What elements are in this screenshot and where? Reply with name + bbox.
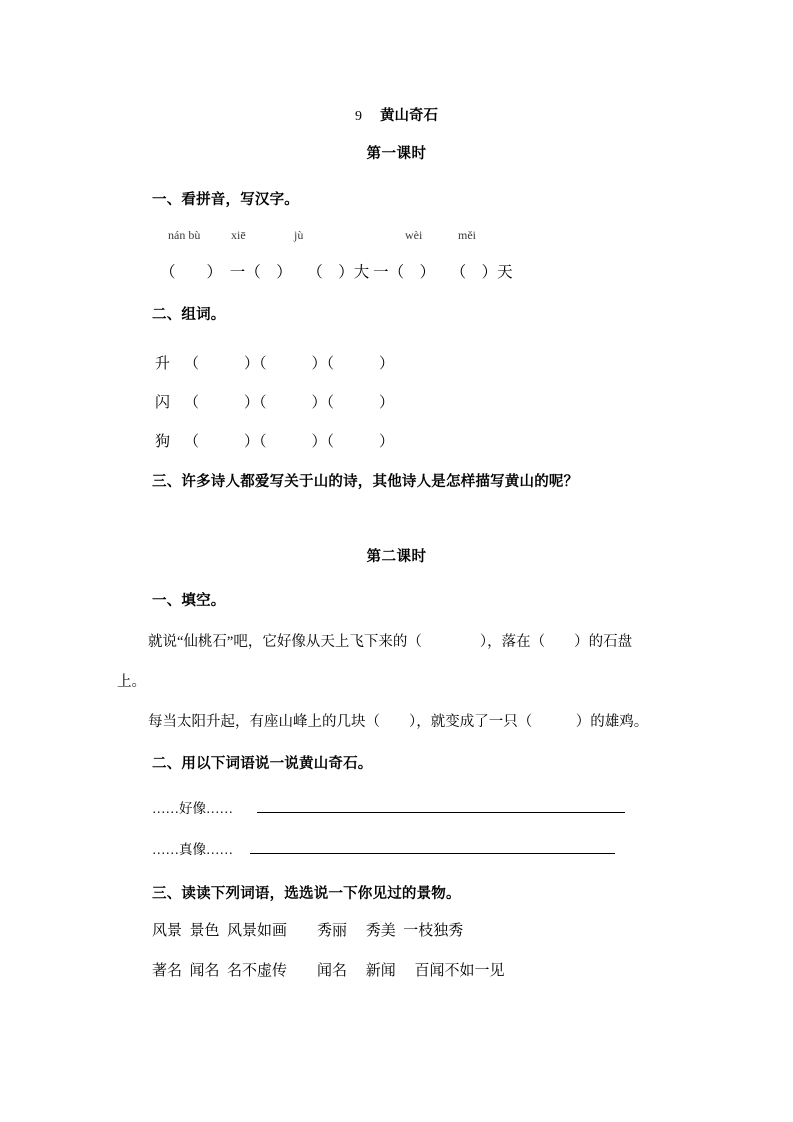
pinyin-cell-3: jù <box>294 228 304 242</box>
zuci-blanks[interactable]: （ ）（ ）（ ） <box>184 356 395 372</box>
pinyin-answer-row[interactable]: （ ） 一（ ） （ ）大 一（ ） （ ）天 <box>160 264 513 281</box>
zuci-row <box>155 352 394 373</box>
lesson-title: 黄山奇石 <box>380 108 439 124</box>
pinyin-cell-4: wèi <box>405 228 423 242</box>
period-two-question-2-heading: 二、用以下词语说一说黄山奇石。 <box>152 756 373 772</box>
period-one-heading: 第一课时 <box>366 146 427 162</box>
zuci-char: 狗 <box>155 434 171 450</box>
period-two-question-1-heading: 一、填空。 <box>152 593 226 609</box>
fill-sentence-1-line-1[interactable]: 就说“仙桃石”吧，它好像从天上飞下来的（ ），落在（ ）的石盘 <box>148 634 633 650</box>
period-one-question-1-heading: 一、看拼音，写汉字。 <box>152 192 299 208</box>
period-one-question-3-heading: 三、许多诗人都爱写关于山的诗，其他诗人是怎样描写黄山的呢？ <box>152 474 579 490</box>
page-title <box>0 104 793 125</box>
zuci-char: 升 <box>155 356 171 372</box>
lesson-number: 9 <box>354 109 362 124</box>
zuci-char: 闪 <box>155 395 171 411</box>
writing-line-1[interactable] <box>257 812 625 813</box>
zuci-row <box>155 430 394 451</box>
writing-line-2[interactable] <box>250 853 615 854</box>
speaking-prompt-1: ……好像…… <box>152 801 233 816</box>
word-bank-row-1: 风景 景色 风景如画 秀丽 秀美 一枝独秀 <box>152 923 464 939</box>
pinyin-cell-2: xiē <box>231 228 246 242</box>
pinyin-cell-5: měi <box>458 228 476 242</box>
period-two-question-3-heading: 三、读读下列词语，选选说一下你见过的景物。 <box>152 886 461 902</box>
zuci-blanks[interactable]: （ ）（ ）（ ） <box>184 434 395 450</box>
period-two-heading: 第二课时 <box>366 549 427 565</box>
fill-sentence-1-line-2: 上。 <box>117 674 146 690</box>
period-one-question-2-heading: 二、组词。 <box>152 307 226 323</box>
fill-sentence-2[interactable]: 每当太阳升起，有座山峰上的几块（ ），就变成了一只（ ）的雄鸡。 <box>148 714 649 730</box>
word-bank-row-2: 著名 闻名 名不虚传 闻名 新闻 百闻不如一见 <box>152 963 505 979</box>
pinyin-cell-1: nán bù <box>168 228 201 242</box>
speaking-prompt-2: ……真像…… <box>152 842 233 857</box>
zuci-row <box>155 391 394 412</box>
zuci-blanks[interactable]: （ ）（ ）（ ） <box>184 395 395 411</box>
